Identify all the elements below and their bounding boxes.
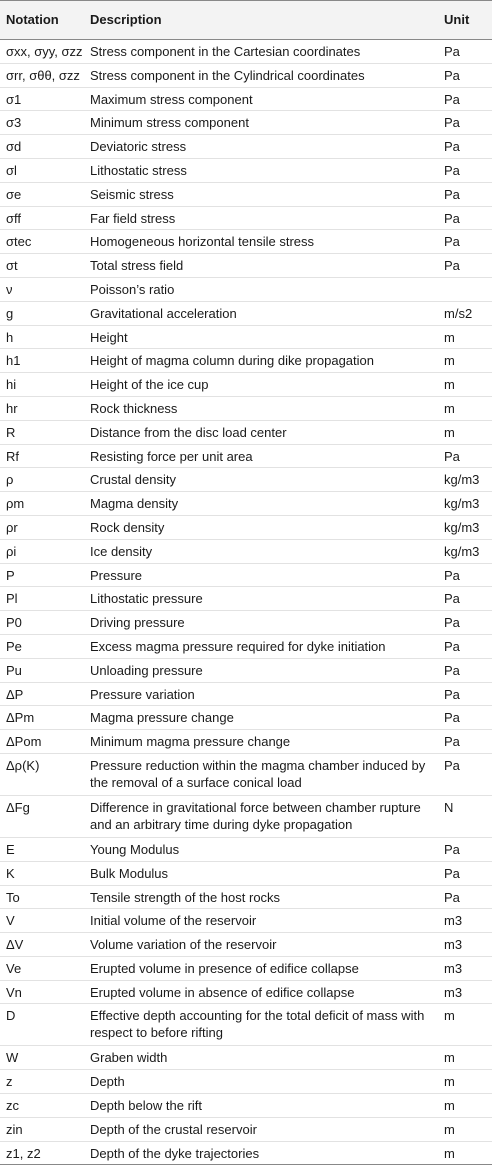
unit-cell: Pa xyxy=(444,567,460,583)
unit-cell: m xyxy=(444,424,455,440)
description-cell: Rock thickness xyxy=(90,400,178,416)
description-cell: Bulk Modulus xyxy=(90,865,169,881)
notation-cell: ρi xyxy=(6,543,17,559)
unit-cell: Pa xyxy=(444,91,460,107)
table-row xyxy=(0,445,492,469)
unit-cell: m3 xyxy=(444,913,463,929)
notation-cell: h xyxy=(6,329,14,345)
description-cell: Height xyxy=(90,329,128,345)
table-row xyxy=(0,957,492,981)
notation-cell: h1 xyxy=(6,353,21,369)
table-row xyxy=(0,468,492,492)
table-row xyxy=(0,981,492,1005)
notation-cell: Δρ(K) xyxy=(6,757,40,773)
notation-cell: σrr, σθθ, σzz xyxy=(6,67,80,83)
description-cell: Magma pressure change xyxy=(90,710,234,726)
description-cell: Depth of the dyke trajectories xyxy=(90,1145,260,1161)
notation-cell: σe xyxy=(6,186,22,202)
table-row xyxy=(0,706,492,730)
notation-cell: hi xyxy=(6,377,17,393)
description-cell: Stress component in the Cylindrical coordinates xyxy=(90,67,365,83)
description-cell: Stress component in the Cartesian coordinates xyxy=(90,44,361,59)
description-cell: Graben width xyxy=(90,1050,168,1066)
description-cell: Pressure reduction within the magma chamber induced by the removal of a surface conical load xyxy=(90,757,426,790)
description-cell: Maximum stress component xyxy=(90,91,253,107)
description-header: Description xyxy=(90,12,162,27)
description-cell: Homogeneous horizontal tensile stress xyxy=(90,234,315,250)
description-cell: Lithostatic stress xyxy=(90,162,187,178)
notation-cell: R xyxy=(6,424,16,440)
description-cell: Crustal density xyxy=(90,472,176,488)
table-header xyxy=(0,0,492,40)
notation-cell: σd xyxy=(6,139,22,155)
table-row xyxy=(0,183,492,207)
table-row xyxy=(0,302,492,326)
unit-cell: Pa xyxy=(444,234,460,250)
description-cell: Far field stress xyxy=(90,210,176,226)
notation-cell: Rf xyxy=(6,448,19,464)
description-cell: Magma density xyxy=(90,496,179,512)
notation-cell: σ1 xyxy=(6,91,22,107)
unit-cell: m xyxy=(444,1145,455,1161)
description-cell: Depth of the crustal reservoir xyxy=(90,1121,257,1137)
unit-cell: m xyxy=(444,1121,455,1137)
unit-cell: N xyxy=(444,799,454,815)
notation-cell: K xyxy=(6,865,15,881)
table-row xyxy=(0,587,492,611)
unit-header: Unit xyxy=(444,12,470,27)
unit-cell: Pa xyxy=(444,139,460,155)
table-row xyxy=(0,909,492,933)
unit-cell: kg/m3 xyxy=(444,543,480,559)
unit-cell: m xyxy=(444,400,455,416)
description-cell: Erupted volume in presence of edifice collapse xyxy=(90,960,359,976)
notation-cell: ΔPom xyxy=(6,734,42,750)
table-row xyxy=(0,1046,492,1070)
description-cell: Distance from the disc load center xyxy=(90,424,287,440)
notation-cell: Pu xyxy=(6,662,22,678)
table-row xyxy=(0,1142,492,1166)
table-row xyxy=(0,111,492,135)
description-cell: Deviatoric stress xyxy=(90,139,187,155)
table-row xyxy=(0,373,492,397)
notation-cell: To xyxy=(6,889,20,905)
table-row xyxy=(0,933,492,957)
description-cell: Minimum stress component xyxy=(90,115,249,131)
unit-cell: m xyxy=(444,329,455,345)
description-cell: Rock density xyxy=(90,519,165,535)
description-cell: Height of the ice cup xyxy=(90,377,209,393)
table-row xyxy=(0,278,492,302)
unit-cell: Pa xyxy=(444,757,460,773)
table-row xyxy=(0,1070,492,1094)
table-row xyxy=(0,326,492,350)
notation-header: Notation xyxy=(6,12,59,27)
unit-cell: kg/m3 xyxy=(444,519,480,535)
unit-cell: Pa xyxy=(444,115,460,131)
unit-cell: Pa xyxy=(444,258,460,274)
unit-cell: Pa xyxy=(444,889,460,905)
table-row xyxy=(0,516,492,540)
notation-cell: ν xyxy=(6,281,13,297)
table-row xyxy=(0,796,492,838)
table-row xyxy=(0,838,492,862)
unit-cell: Pa xyxy=(444,448,460,464)
notation-cell: z xyxy=(6,1074,13,1090)
unit-cell: m3 xyxy=(444,960,463,976)
table-row xyxy=(0,159,492,183)
unit-cell: Pa xyxy=(444,67,460,83)
notation-cell: σ3 xyxy=(6,115,22,131)
notation-cell: σff xyxy=(6,210,22,226)
description-cell: Poisson’s ratio xyxy=(90,281,175,297)
notation-cell: E xyxy=(6,841,15,857)
table-row xyxy=(0,683,492,707)
unit-cell: Pa xyxy=(444,615,460,631)
notation-cell: ΔPm xyxy=(6,710,35,726)
description-cell: Minimum magma pressure change xyxy=(90,734,291,750)
description-cell: Gravitational acceleration xyxy=(90,305,237,321)
notation-cell: hr xyxy=(6,400,18,416)
description-cell: Excess magma pressure required for dyke initiation xyxy=(90,638,386,654)
table-row xyxy=(0,88,492,112)
description-cell: Driving pressure xyxy=(90,615,185,631)
unit-cell: Pa xyxy=(444,841,460,857)
unit-cell: Pa xyxy=(444,162,460,178)
table-row xyxy=(0,730,492,754)
unit-cell: m xyxy=(444,1098,455,1114)
table-row xyxy=(0,659,492,683)
notation-cell: P xyxy=(6,567,15,583)
description-cell: Pressure xyxy=(90,567,143,583)
unit-cell: m xyxy=(444,1008,455,1024)
table-row xyxy=(0,886,492,910)
notation-cell: Vn xyxy=(6,984,22,1000)
description-cell: Effective depth accounting for the total deficit of mass with respect to before rifting xyxy=(90,1008,425,1041)
table-row xyxy=(0,421,492,445)
table-row xyxy=(0,492,492,516)
table-row xyxy=(0,64,492,88)
table-row xyxy=(0,1118,492,1142)
description-cell: Tensile strength of the host rocks xyxy=(90,889,281,905)
table-row xyxy=(0,635,492,659)
description-cell: Depth xyxy=(90,1074,125,1090)
notation-cell: σxx, σyy, σzz xyxy=(6,44,83,59)
notation-cell: ΔV xyxy=(6,937,24,953)
notation-cell: V xyxy=(6,913,15,929)
description-cell: Pressure variation xyxy=(90,686,195,702)
table-row xyxy=(0,862,492,886)
notation-cell: D xyxy=(6,1008,16,1024)
notation-cell: zc xyxy=(6,1098,19,1114)
unit-cell: Pa xyxy=(444,710,460,726)
description-cell: Resisting force per unit area xyxy=(90,448,253,464)
table-body xyxy=(0,40,492,1165)
table-row xyxy=(0,1094,492,1118)
table-row xyxy=(0,135,492,159)
description-cell: Seismic stress xyxy=(90,186,174,202)
notation-cell: σl xyxy=(6,162,17,178)
description-cell: Difference in gravitational force between chamber rupture and an arbitrary time during dyke propagation xyxy=(90,799,421,832)
notation-cell: z1, z2 xyxy=(6,1145,41,1161)
table-row xyxy=(0,397,492,421)
table-row xyxy=(0,40,492,64)
unit-cell: Pa xyxy=(444,44,460,59)
unit-cell: m/s2 xyxy=(444,305,473,321)
description-cell: Height of magma column during dike propagation xyxy=(90,353,375,369)
unit-cell: m3 xyxy=(444,984,463,1000)
notation-cell: σt xyxy=(6,258,18,274)
table-row xyxy=(0,1004,492,1046)
notation-cell: W xyxy=(6,1050,19,1066)
unit-cell: m xyxy=(444,353,455,369)
notation-cell: ΔP xyxy=(6,686,24,702)
unit-cell: m3 xyxy=(444,937,463,953)
description-cell: Depth below the rift xyxy=(90,1098,203,1114)
notation-cell: σtec xyxy=(6,234,32,250)
description-cell: Erupted volume in absence of edifice collapse xyxy=(90,984,355,1000)
unit-cell: Pa xyxy=(444,638,460,654)
table-row xyxy=(0,230,492,254)
table-row xyxy=(0,611,492,635)
description-cell: Initial volume of the reservoir xyxy=(90,913,257,929)
unit-cell: Pa xyxy=(444,186,460,202)
notation-cell: P0 xyxy=(6,615,22,631)
notation-cell: ΔFg xyxy=(6,799,30,815)
notation-cell: zin xyxy=(6,1121,23,1137)
description-cell: Volume variation of the reservoir xyxy=(90,937,277,953)
table-row xyxy=(0,207,492,231)
unit-cell: Pa xyxy=(444,210,460,226)
description-cell: Lithostatic pressure xyxy=(90,591,203,607)
table-row xyxy=(0,754,492,796)
unit-cell: Pa xyxy=(444,865,460,881)
notation-cell: g xyxy=(6,305,14,321)
table-row xyxy=(0,349,492,373)
unit-cell: Pa xyxy=(444,591,460,607)
notation-cell: ρr xyxy=(6,519,18,535)
table-row xyxy=(0,540,492,564)
unit-cell: kg/m3 xyxy=(444,496,480,512)
unit-cell: Pa xyxy=(444,662,460,678)
unit-cell: m xyxy=(444,1074,455,1090)
unit-cell: kg/m3 xyxy=(444,472,480,488)
notation-cell: ρ xyxy=(6,472,14,488)
notation-cell: Pe xyxy=(6,638,22,654)
unit-cell: m xyxy=(444,377,455,393)
unit-cell: m xyxy=(444,1050,455,1066)
table-row xyxy=(0,254,492,278)
description-cell: Unloading pressure xyxy=(90,662,203,678)
unit-cell: Pa xyxy=(444,686,460,702)
description-cell: Ice density xyxy=(90,543,153,559)
notation-cell: ρm xyxy=(6,496,25,512)
notation-cell: Pl xyxy=(6,591,18,607)
description-cell: Total stress field xyxy=(90,258,184,274)
unit-cell: Pa xyxy=(444,734,460,750)
notation-cell: Ve xyxy=(6,960,22,976)
description-cell: Young Modulus xyxy=(90,841,180,857)
table-row xyxy=(0,564,492,588)
